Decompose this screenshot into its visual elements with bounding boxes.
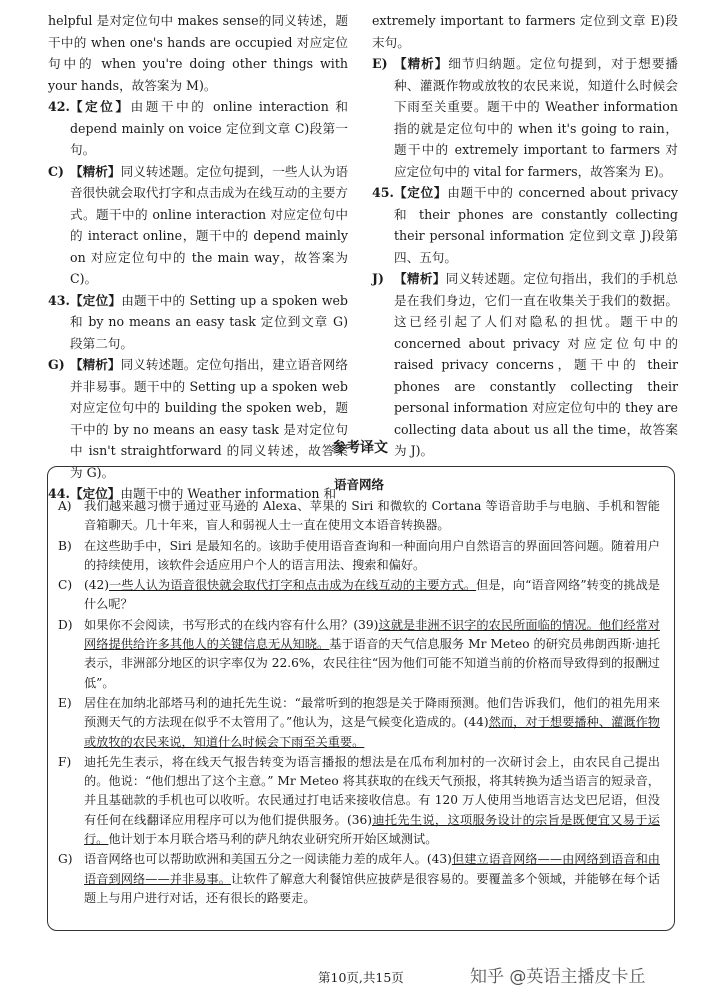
underlined-segment: 一些人认为语音很快就会取代打字和点击成为在线互动的主要方式。: [109, 578, 477, 593]
item-number: 45.: [372, 185, 394, 200]
translation-title: 语音网络: [333, 477, 384, 492]
text-segment: 基于语音的天气信息服务 Mr Meteo 的研究员弗朗西斯·迪托表示，非洲部分地区的识字率仅为 22.6%，农民往往“因为他们可能不知道当前的价格而导致得到的报酬过低”。: [84, 637, 660, 690]
underlined-segment: 然而，对于想要播种、灌溉作物或放牧的农民来说，知道什么时候会下雨至关重要。: [84, 715, 660, 749]
item-number: 42.: [48, 99, 70, 114]
underlined-segment: 但建立语音网络——由网络到语音和由语音到网络——并非易事。: [84, 852, 660, 886]
reference-title: 参考译文: [332, 440, 388, 456]
answer-item: [48, 354, 348, 483]
item-text: 同义转述题。定位句提到，一些人认为语音很快就会取代打字和点击成为在线互动的主要方式。题干中的 online interaction 对应定位句中的 interact online，题干中的 depend mainly on 对应定位句中的 the main way，故答案为 C)。: [70, 163, 349, 286]
item-text: 由题干中的 Setting up a spoken web 和 by no means an easy task 定位到文章 G)段第二句。: [70, 292, 348, 351]
item-text: 由题干中的 online interaction 和 depend mainly on voice 定位到文章 C)段第一句。: [70, 99, 349, 157]
text-segment: 但是，向“语音网络”转变的挑战是什么呢？: [84, 578, 660, 612]
item-tag: 【定位】: [394, 185, 448, 200]
left-intro: helpful 是对定位句中 makes sense的同义转述，题干中的 when one's hands are occupied 对应定位句中的 when you're doing other things with your hands，故答案为 M)。: [48, 13, 348, 93]
item-text: 同义转述题。定位句指出，建立语音网络并非易事。题干中的 Setting up a spoken web 对应定位句中的 building the spoken web，题干中的 by no means an easy task 是对定位句中 isn't straightforward 的同义转述，故答案为 G)。: [70, 357, 349, 480]
item-number: J): [372, 271, 384, 286]
text-segment: 在这些助手中，Siri 是最知名的。该助手使用语音查询和一种面向用户自然语言的界面回答问题。随着用户的持续使用，该软件会适应用户个人的语言用法、搜索和偏好。: [84, 538, 660, 572]
item-text: 由题干中的 Weather information 和: [120, 486, 337, 501]
item-tag: 【精析】: [394, 56, 449, 71]
paragraph-letter: G): [58, 852, 73, 867]
translation-paragraph: [58, 616, 660, 693]
page-number: 第10页,共15页: [318, 970, 404, 985]
translation-paragraph: [58, 537, 660, 576]
text-segment: 居住在加纳北部塔马利的迪托先生说：“最常听到的抱怨是关于降雨预测。他们告诉我们，他们的祖先用来预测天气的方法现在似乎不太管用了。”他认为，这是气候变化造成的。(44): [84, 695, 660, 730]
underlined-segment: 迪托先生说，这项服务设计的宗旨是既便宜又易于运行。: [84, 812, 660, 847]
item-tag: 【精析】: [70, 163, 121, 179]
item-tag: 【精析】: [70, 357, 121, 372]
text-segment: 让软件了解意大利餐馆供应披萨是很容易的。要覆盖多个领域，并能够在每个话题上与用户进行对话，还有很长的路要走。: [84, 871, 661, 905]
text-segment: 迪托先生表示，将在线天气报告转变为语言播报的想法是在瓜布利加村的一次研讨会上，由农民自己提出的。他说：“他们想出了这个主意。” Mr Meteo 将其获取的在线天气预报，将其转换为适当语言的短录音，并且基础款的手机也可以收听。农民通过打电话来接收信息。有 120 万人使用当地语言达戈巴尼语，但没有任何在线翻译应用程序可以为他们提供服务。(36): [84, 754, 660, 827]
item-number: 44.: [48, 486, 70, 501]
paragraph-letter: E): [58, 695, 72, 710]
answer-item: [48, 290, 348, 355]
item-number: 43.: [48, 292, 70, 308]
brand-watermark: 知乎 @英语主播皮卡丘: [470, 967, 646, 987]
left-column: [48, 10, 348, 505]
item-tag: 【定位】: [70, 292, 122, 308]
item-number: E): [372, 56, 388, 71]
answer-item: [48, 96, 348, 161]
translation-paragraph: [58, 576, 660, 615]
item-number: C): [48, 163, 64, 179]
right-column: [372, 10, 678, 462]
text-segment: 我们越来越习惯于通过亚马逊的 Alexa、苹果的 Siri 和微软的 Cortana 等语音助手与电脑、手机和智能音箱聊天。几十年来，盲人和弱视人士一直在使用文本语音转换器。: [84, 499, 660, 533]
translation-box: [47, 466, 675, 931]
translation-paragraph: [58, 694, 660, 752]
underlined-segment: 这就是非洲不识字的农民所面临的情况。他们经常对网络提供给许多其他人的关键信息无从知晓。: [84, 617, 660, 652]
item-number: G): [48, 357, 65, 372]
answer-item: [372, 182, 678, 268]
answer-item: [372, 53, 678, 182]
right-intro: extremely important to farmers 定位到文章 E)段末句。: [372, 13, 678, 50]
item-text: 同义转述题。定位句指出，我们的手机总是在我们身边，它们一直在收集关于我们的数据。这已经引起了人们对隐私的担忧。题干中的 concerned about privacy 对应定位句中的 raised privacy concerns，题干中的 their phones are constantly collecting their personal information 对应定位句中的 they are collecting data about us all the time，故答案为 J)。: [394, 271, 679, 458]
item-text: 由题干中的 concerned about privacy 和 their phones are constantly collecting their personal information 定位到文章 J)段第四、五句。: [394, 185, 678, 265]
item-tag: 【精析】: [394, 271, 446, 286]
paragraph-letter: F): [58, 754, 72, 769]
text-segment: 如果你不会阅读，书写形式的在线内容有什么用？(39): [84, 617, 379, 632]
answer-item: [372, 268, 678, 462]
paragraph-letter: B): [58, 538, 72, 553]
item-tag: 【定位】: [70, 486, 121, 501]
item-text: 细节归纳题。定位句提到，对于想要播种、灌溉作物或放牧的农民来说，知道什么时候会下雨至关重要。题干中的 Weather information 指的就是定位句中的 when it's going to rain，题干中的 extremely important to farmers 对应定位句中的 vital for farmers，故答案为 E)。: [394, 56, 678, 179]
paragraph-letter: C): [58, 578, 73, 593]
translation-paragraph: [58, 850, 660, 908]
answer-item: [48, 161, 348, 290]
right-items: [372, 53, 678, 462]
text-segment: 他计划于本月联合塔马利的萨凡纳农业研究所开始区域测试。: [108, 832, 438, 847]
translation-paragraph: [58, 497, 660, 536]
paragraph-letter: D): [58, 617, 73, 632]
text-segment: 语音网络也可以帮助欧洲和美国五分之一阅读能力差的成年人。(43): [84, 852, 452, 867]
paragraph-letter: A): [58, 499, 72, 513]
item-tag: 【定位】: [70, 99, 131, 114]
text-segment: (42): [84, 578, 110, 593]
translation-paragraphs: [58, 497, 660, 908]
translation-paragraph: [58, 753, 660, 849]
